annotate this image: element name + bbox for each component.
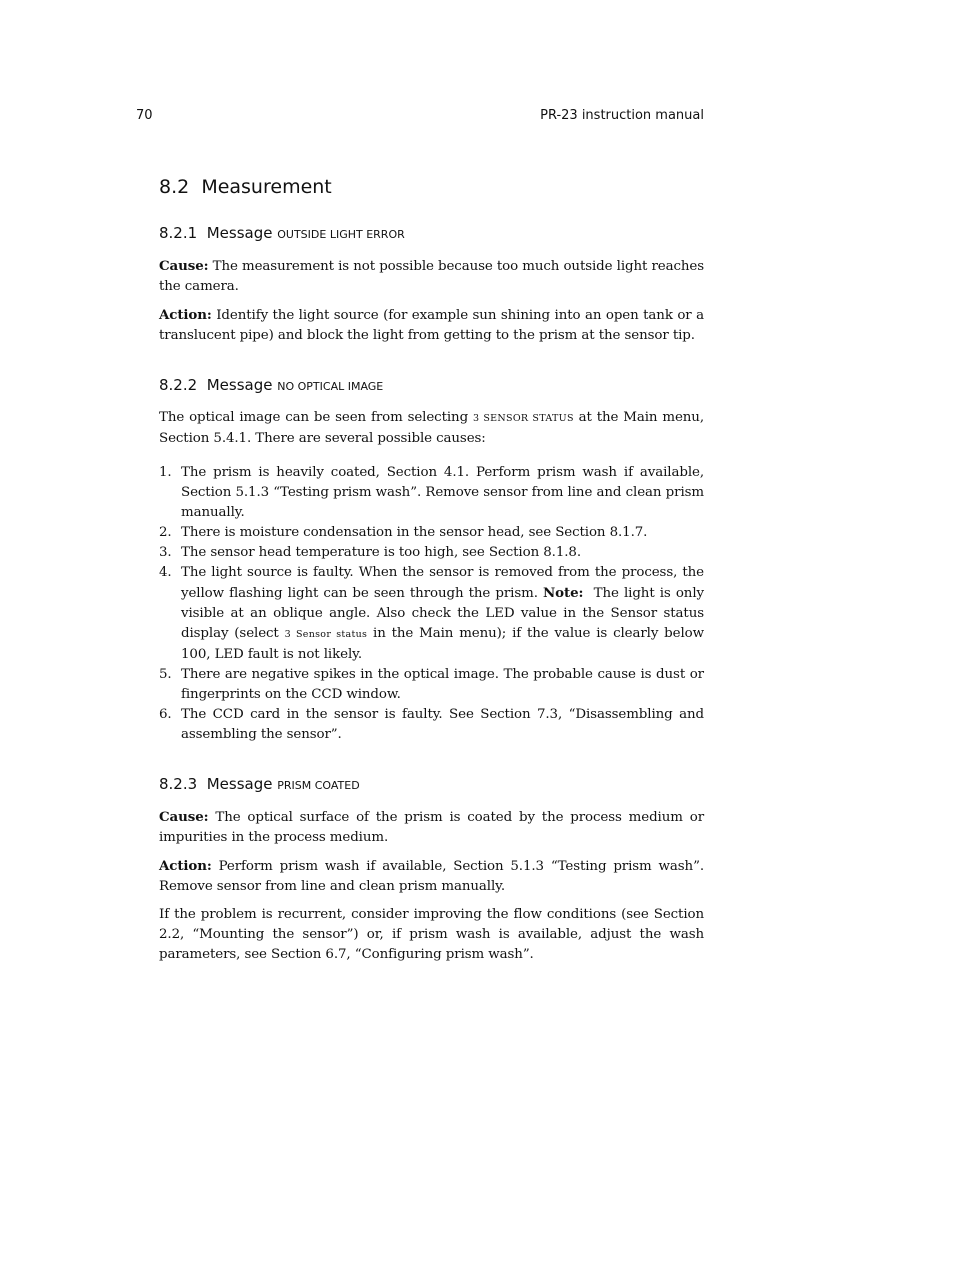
list-number: 4. (159, 565, 172, 580)
cause-paragraph (159, 256, 704, 297)
cause-label: Cause: (159, 809, 209, 825)
list-item (159, 665, 704, 705)
action-label: Action: (159, 858, 212, 874)
subsection-outside-light-error (159, 224, 704, 346)
note-label: Note: (543, 585, 584, 601)
subsection-prism-coated (159, 775, 704, 965)
list-item (159, 543, 704, 563)
recurrent-paragraph (159, 905, 704, 965)
intro-text: at the Main menu, Section 5.4.1. There are several possible causes: (159, 410, 704, 446)
list-text: in the Main menu); if the value is clearly below 100, LED fault is not likely. (181, 626, 704, 662)
list-text: There is moisture condensation in the sensor head, see Section 8.1.7. (181, 525, 648, 540)
list-item (159, 523, 704, 543)
page-number: 70 (136, 108, 153, 123)
cause-text: The optical surface of the prism is coated by the process medium or impurities in the process medium. (159, 810, 704, 845)
message-code: PRISM COATED (277, 779, 360, 792)
list-number: 3. (159, 545, 172, 560)
list-text: The sensor head temperature is too high, see Section 8.1.8. (181, 545, 581, 560)
section-heading (159, 176, 704, 198)
subsection-number: 8.2.1 (159, 224, 198, 242)
causes-list (159, 463, 704, 745)
list-item (159, 705, 704, 745)
running-header: PR-23 instruction manual (540, 108, 704, 123)
subsection-heading (159, 224, 704, 242)
message-code: OUTSIDE LIGHT ERROR (277, 228, 405, 241)
list-text: The light is only visible at an oblique angle. Also check the LED value in the Sensor status display (select (181, 586, 704, 641)
action-text: Perform prism wash if available, Section 5.1.3 “Testing prism wash”. Remove sensor from line and clean prism manually. (159, 859, 704, 894)
list-number: 5. (159, 667, 172, 682)
message-code: NO OPTICAL IMAGE (277, 380, 384, 393)
intro-paragraph (159, 408, 704, 449)
list-text: The prism is heavily coated, Section 4.1. Perform prism wash if available, Section 5.1.3 “Testing prism wash”. Remove sensor from line and clean prism manually. (181, 465, 704, 520)
subsection-no-optical-image (159, 376, 704, 745)
section-title: Measurement (201, 176, 332, 198)
subsection-number: 8.2.2 (159, 376, 198, 394)
intro-text: The optical image can be seen from selecting (159, 410, 469, 425)
paragraph-text: If the problem is recurrent, consider improving the flow conditions (see Section 2.2, “Mounting the sensor”) or, if prism wash is available, adjust the wash parameters, see Section 6.7, “Configuring prism wash”. (159, 907, 704, 962)
action-paragraph (159, 856, 704, 897)
menu-reference: 3 SENSOR STATUS (472, 413, 574, 424)
list-item (159, 463, 704, 523)
list-item (159, 563, 704, 665)
cause-paragraph (159, 807, 704, 848)
subsection-heading (159, 376, 704, 394)
action-label: Action: (159, 307, 212, 323)
list-number: 2. (159, 525, 172, 540)
section-number: 8.2 (159, 176, 190, 198)
action-text: Identify the light source (for example sun shining into an open tank or a translucent pipe) and block the light from getting to the prism at the sensor tip. (159, 308, 704, 343)
cause-label: Cause: (159, 258, 209, 274)
page-content (159, 176, 704, 995)
subsection-prefix: Message (206, 224, 273, 242)
cause-text: The measurement is not possible because too much outside light reaches the camera. (159, 259, 704, 294)
list-text: The CCD card in the sensor is faulty. See Section 7.3, “Disassembling and assembling the sensor”. (181, 707, 704, 742)
subsection-prefix: Message (206, 775, 273, 793)
list-number: 6. (159, 707, 172, 722)
menu-reference: 3 Sensor status (284, 629, 368, 640)
subsection-number: 8.2.3 (159, 775, 198, 793)
subsection-heading (159, 775, 704, 793)
list-text: There are negative spikes in the optical image. The probable cause is dust or fingerprints on the CCD window. (181, 667, 704, 702)
subsection-prefix: Message (206, 376, 273, 394)
action-paragraph (159, 305, 704, 346)
list-number: 1. (159, 465, 172, 480)
list-text: The light source is faulty. When the sensor is removed from the process, the yellow flashing light can be seen through the prism. (181, 565, 704, 601)
